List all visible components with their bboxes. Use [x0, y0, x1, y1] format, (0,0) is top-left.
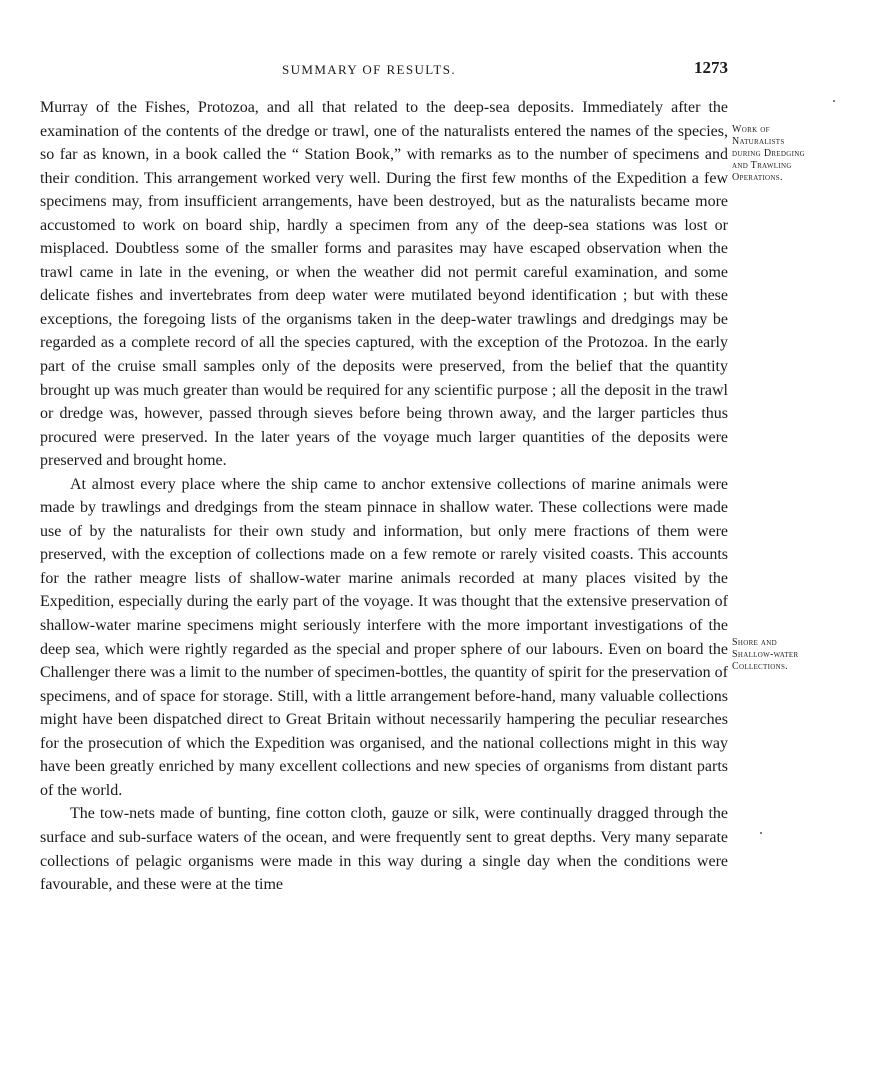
sidenote-line: Operations. — [732, 172, 783, 183]
paragraph-2: At almost every place where the ship came to anchor extensive collections of marine animals were made by trawlings and dredgings from the steam pinnace in shallow water. These collections were made use of by the naturalists for their own study and information, but only mere fractions of them were preserved, with the exception of collections made on a few remote or rarely visited coasts. This accounts for the rather meagre lists of shallow-water marine animals recorded at many places visited by the Expedition, especially during the early part of the voyage. It was thought that the extensive preservation of shallow-water marine specimens might seriously interfere with the more important investigations of the deep sea, which were rightly regarded as the special and proper sphere of our labours. Even on board the Challenger there was a limit to the number of specimen-bottles, the quantity of spirit for the preservation of specimens, and of space for storage. Still, with a little arrangement before-hand, many valuable collections might have been dispatched direct to Great Britain without necessarily hampering the peculiar researches for the prosecution of which the Expedition was organised, and the national collections might in this way have been greatly enriched by many excellent collections and new species of organisms from distant parts of the world. — [40, 475, 728, 799]
paragraph-3: The tow-nets made of bunting, fine cotton cloth, gauze or silk, were continually dragged through the surface and sub-surface waters of the ocean, and were frequently sent to great depths. Very many separate collections of pelagic organisms were made in this way during a single day when the conditions were favourable, and these were at the time — [40, 805, 728, 894]
sidenote-work-of-naturalists — [732, 124, 850, 184]
page-number: 1273 — [694, 58, 728, 77]
sidenote-line: Collections. — [732, 661, 788, 672]
running-title: SUMMARY OF RESULTS. — [281, 62, 457, 77]
sidenote-line: and Trawling — [732, 160, 792, 171]
body-text — [40, 96, 728, 897]
sidenote-line: Naturalists — [732, 136, 785, 147]
paragraph-1: Murray of the Fishes, Protozoa, and all that related to the deep-sea deposits. Immediately after the examination of the contents of the dredge or trawl, one of the naturalists entered the names of the species, so far as known, in a book called the “ Station Book,” with remarks as to the number of specimens and their condition. This arrangement worked very well. During the first few months of the Expedition a few specimens may, from insufficient arrangements, have been destroyed, but as the naturalists became more accustomed to work on board ship, hardly a specimen from any of the deep-sea stations was lost or misplaced. Doubtless some of the smaller forms and parasites may have escaped observation when the trawl came in late in the evening, or when the weather did not permit careful examination, and some delicate fishes and invertebrates from deep water were mutilated beyond identification ; but with these exceptions, the foregoing lists of the organisms taken in the deep-water trawlings and dredgings may be regarded as a complete record of all the species captured, with the exception of the Protozoa. In the early part of the cruise small samples only of the deposits were preserved, from the belief that the quantity brought up was much greater than would be required for any scientific purpose ; all the deposit in the trawl or dredge was, however, passed through sieves before being thrown away, and the larger particles thus procured were preserved. In the later years of the voyage much larger quantities of the deposits were preserved and brought home. — [40, 99, 728, 470]
sidenote-shore-collections — [732, 637, 850, 673]
sidenote-line: Shore and — [732, 637, 777, 648]
margin-speck — [760, 832, 762, 834]
sidenote-line: Shallow-water — [732, 649, 799, 660]
running-head — [40, 58, 728, 82]
sidenote-line: Work of — [732, 124, 770, 135]
margin-speck — [833, 100, 835, 102]
sidenote-line: during Dredging — [732, 148, 805, 159]
